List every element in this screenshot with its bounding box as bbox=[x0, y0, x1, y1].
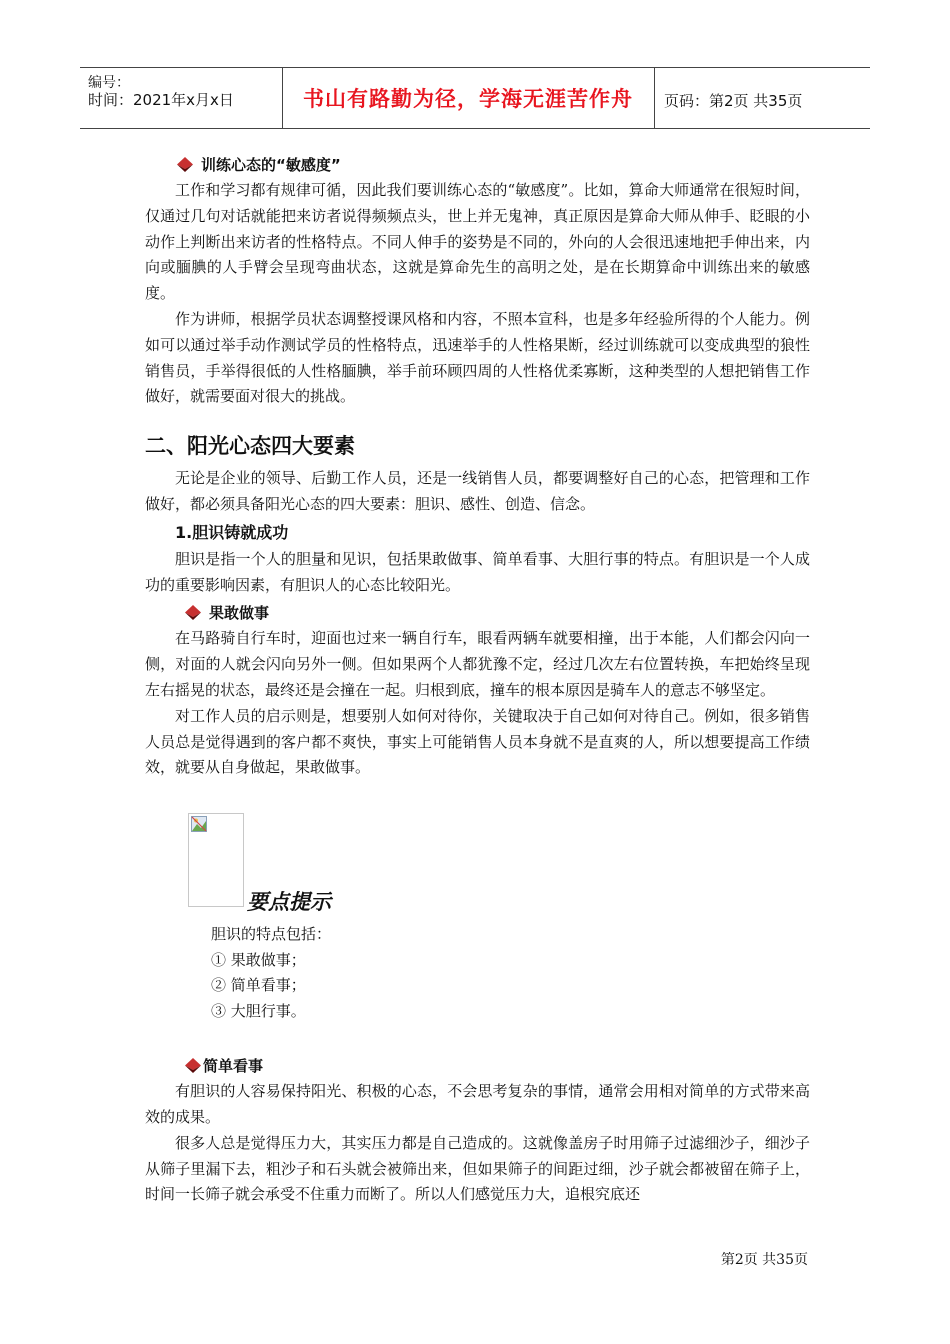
tips-item: ① 果敢做事； bbox=[211, 950, 306, 969]
paragraph: 有胆识的人容易保持阳光、积极的心态，不会思考复杂的事情，通常会用相对简单的方式带来高效的成果。 bbox=[145, 1082, 810, 1126]
subsection-title-simple bbox=[183, 1051, 810, 1079]
date-text: 时间：2021年x月x日 bbox=[88, 91, 234, 109]
subsection-title-text: 简单看事 bbox=[203, 1056, 264, 1075]
tips-intro: 胆识的特点包括： bbox=[211, 925, 332, 944]
page-content bbox=[145, 150, 810, 1208]
section-heading: 二、阳光心态四大要素 bbox=[145, 434, 355, 459]
diamond-arrow-bullet-icon bbox=[183, 1057, 203, 1074]
paragraph: 在马路骑自行车时，迎面也过来一辆自行车，眼看两辆车就要相撞，出于本能，人们都会闪向一侧，对面的人就会闪向另外一侧。但如果两个人都犹豫不定，经过几次左右位置转换，车把始终呈现左右摇晃的状态，最终还是会撞在一起。归根到底，撞车的根本原因是骑车人的意志不够坚定。 bbox=[145, 629, 810, 699]
tips-item: ② 简单看事； bbox=[211, 976, 306, 995]
diamond-arrow-bullet-icon bbox=[175, 156, 195, 173]
header-left-cell bbox=[80, 68, 283, 128]
paragraph: 无论是企业的领导、后勤工作人员，还是一线销售人员，都要调整好自己的心态，把管理和工作做好，都必须具备阳光心态的四大要素：胆识、感性、创造、信念。 bbox=[145, 469, 810, 513]
header-motto-cell bbox=[282, 68, 655, 128]
header-page-number: 页码：第2页 共35页 bbox=[664, 92, 803, 110]
subsection-title-decisive bbox=[183, 598, 810, 626]
subsection-title-sensitivity bbox=[175, 150, 810, 178]
paragraph: 作为讲师，根据学员状态调整授课风格和内容，不照本宣科，也是多年经验所得的个人能力。例如可以通过举手动作测试学员的性格特点，迅速举手的人性格果断，经过训练就可以变成典型的狼性销售员，手举得很低的人性格腼腆，举手前环顾四周的人性格优柔寡断，这种类型的人想把销售工作做好，就需要面对很大的挑战。 bbox=[145, 309, 810, 406]
broken-image-icon bbox=[191, 816, 207, 832]
page-footer: 第2页 共35页 bbox=[720, 1252, 808, 1268]
tips-box bbox=[145, 781, 810, 1051]
paragraph: 很多人总是觉得压力大，其实压力都是自己造成的。这就像盖房子时用筛子过滤细沙子，细沙子从筛子里漏下去，粗沙子和石头就会被筛出来，但如果筛子的间距过细，沙子就会都被留在筛子上，时间一长筛子就会承受不住重力而断了。所以人们感觉压力大，追根究底还 bbox=[145, 1133, 810, 1204]
page-header bbox=[80, 67, 870, 129]
code-label: 编号： bbox=[88, 75, 130, 91]
diamond-arrow-bullet-icon bbox=[183, 604, 203, 621]
tips-list bbox=[211, 922, 331, 1024]
tips-item: ③ 大胆行事。 bbox=[211, 1001, 306, 1020]
image-placeholder bbox=[188, 813, 244, 907]
paragraph: 对工作人员的启示则是，想要别人如何对待你，关键取决于自己如何对待自己。例如，很多销售人员总是觉得遇到的客户都不爽快，事实上可能销售人员本身就不是直爽的人，所以想要提高工作绩效，就要从自身做起，果敢做事。 bbox=[145, 706, 810, 777]
subsection-title-text: 训练心态的“敏感度” bbox=[201, 155, 341, 174]
subsection-title-text: 果敢做事 bbox=[209, 603, 270, 622]
paragraph: 胆识是指一个人的胆量和见识，包括果敢做事、简单看事、大胆行事的特点。有胆识是一个人成功的重要影响因素，有胆识人的心态比较阳光。 bbox=[145, 549, 810, 594]
paragraph: 工作和学习都有规律可循，因此我们要训练心态的“敏感度”。比如，算命大师通常在很短时间，仅通过几句对话就能把来访者说得频频点头，世上并无鬼神，真正原因是算命大师从伸手、眨眼的小动作上判断出来访者的性格特点。不同人伸手的姿势是不同的，外向的人会很迅速地把手伸出来，内向或腼腆的人手臂会呈现弯曲状态，这就是算命先生的高明之处，是在长期算命中训练出来的敏感度。 bbox=[145, 181, 810, 303]
subsection-heading: 1.胆识铸就成功 bbox=[175, 522, 289, 542]
tips-title: 要点提示 bbox=[247, 889, 331, 915]
motto-text: 书山有路勤为径，学海无涯苦作舟 bbox=[303, 87, 633, 111]
